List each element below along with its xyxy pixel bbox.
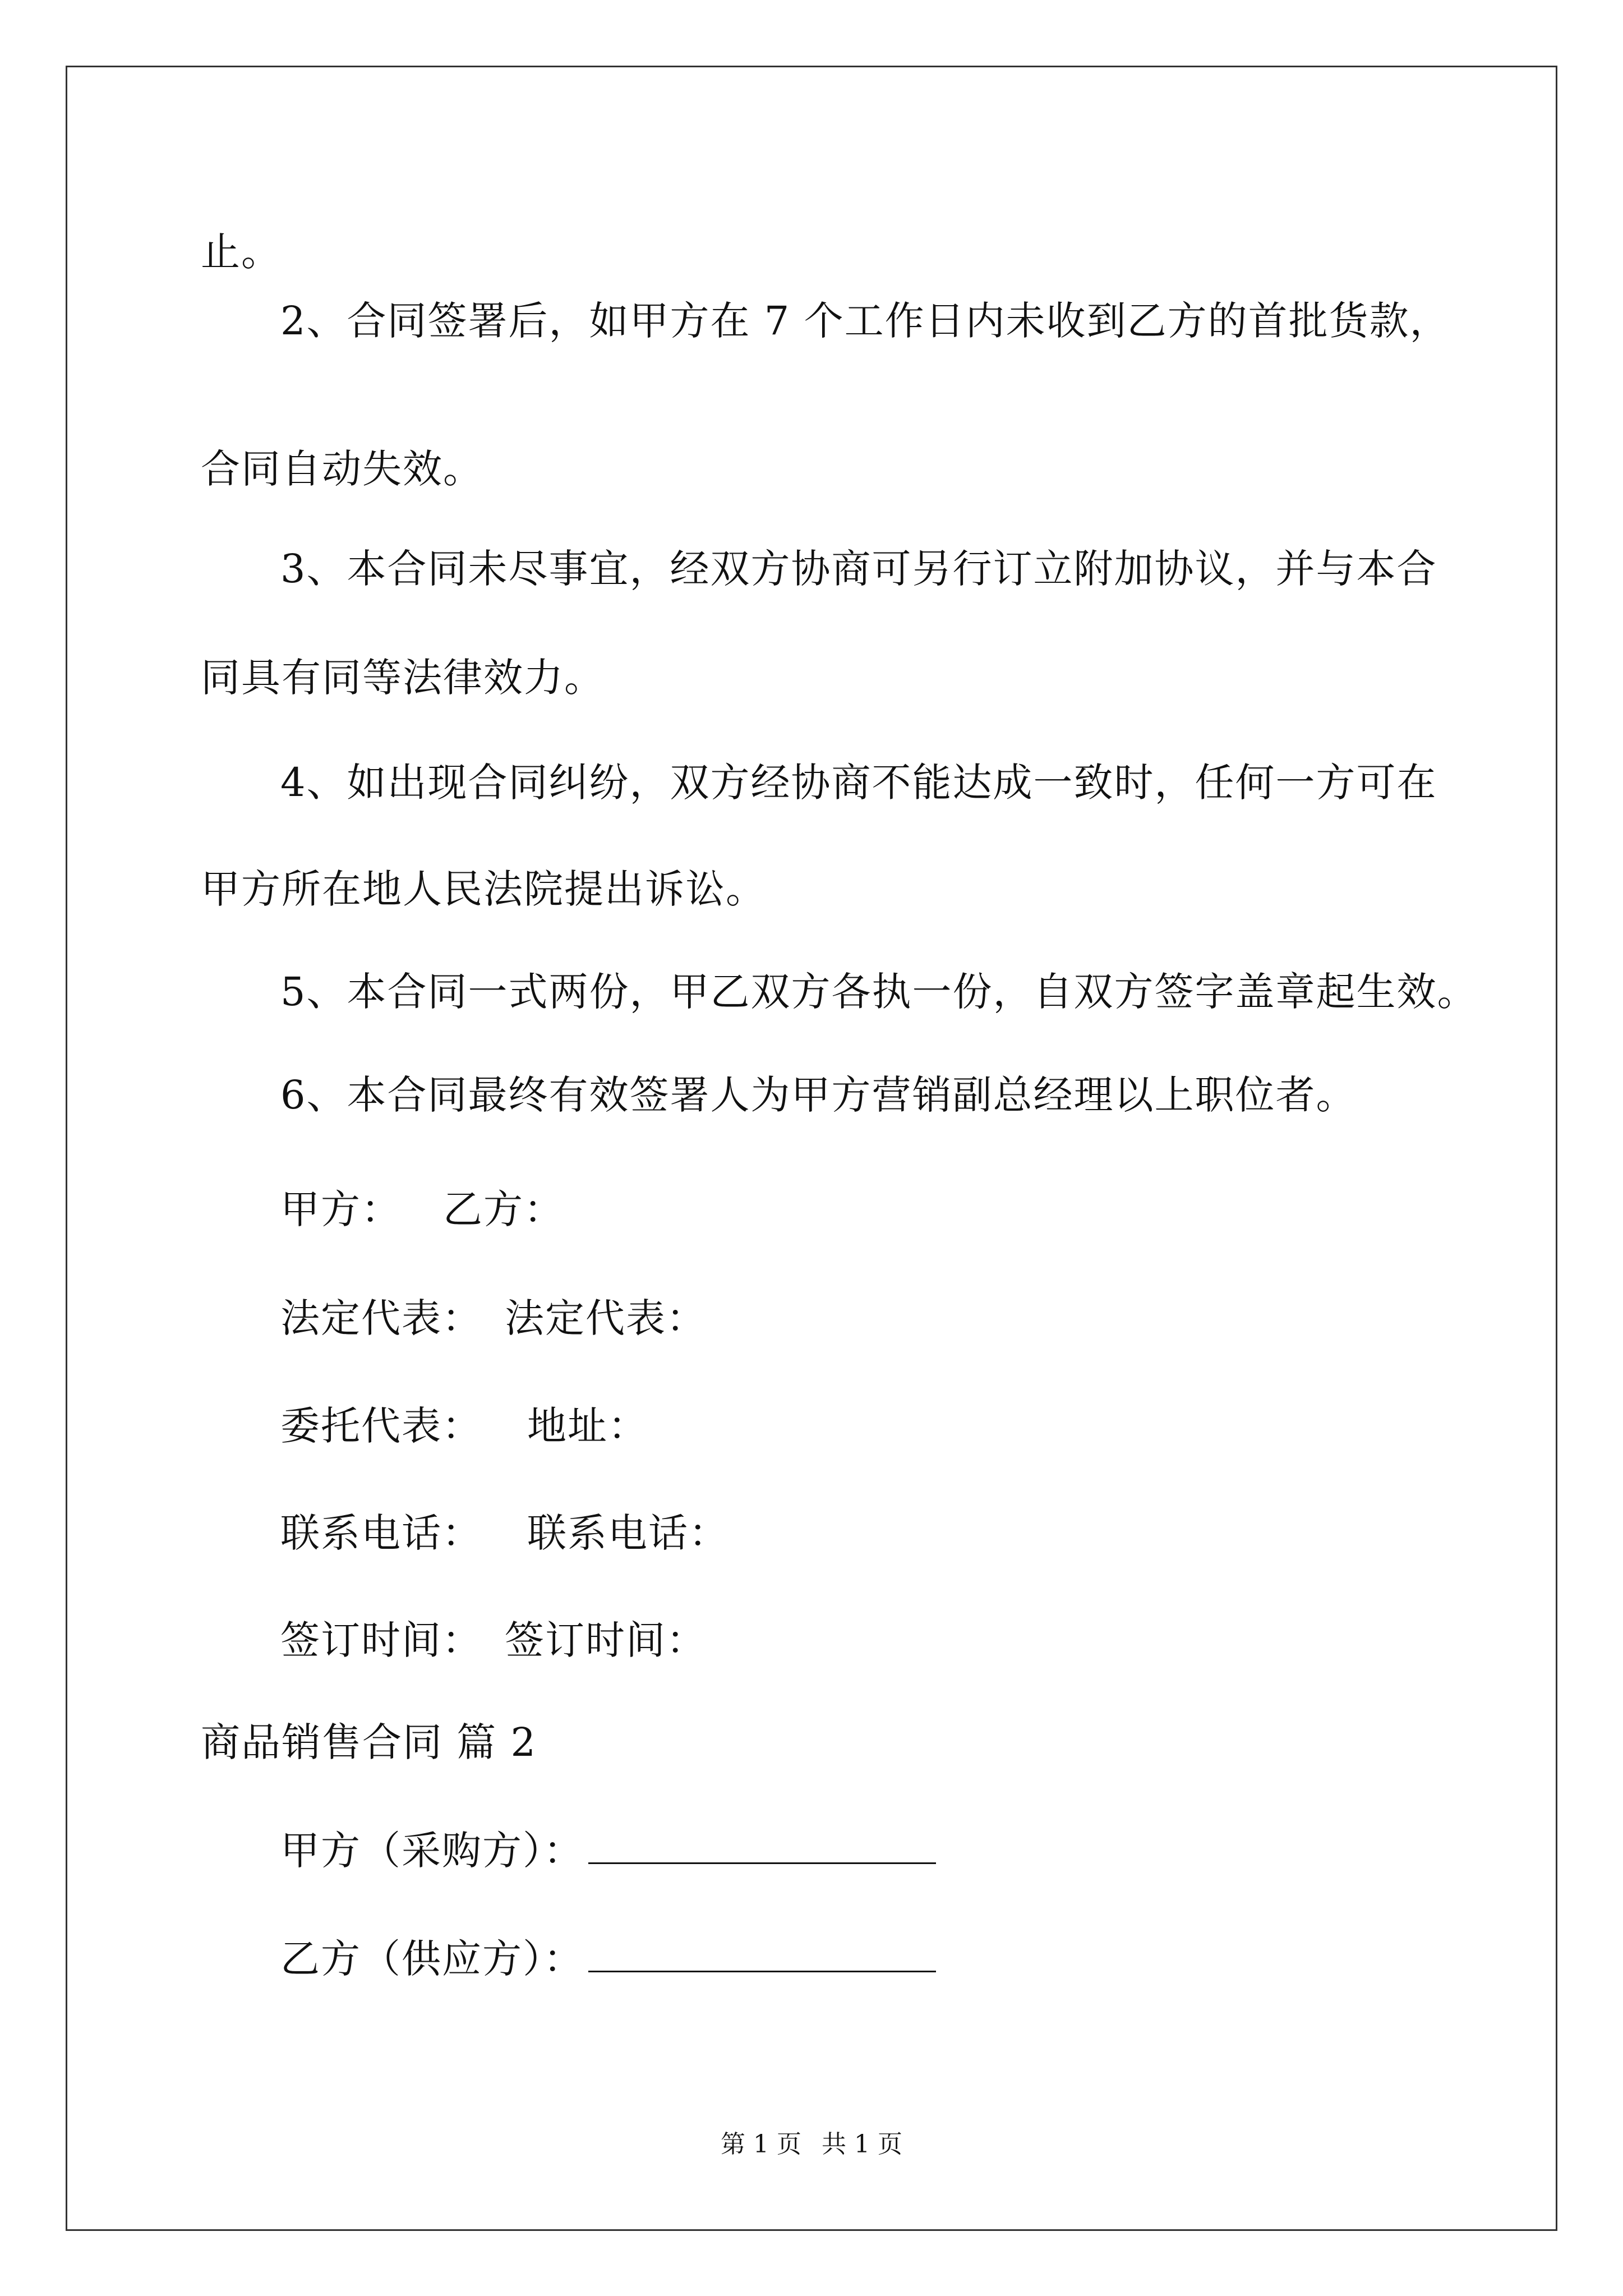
paragraph-line: 同具有同等法律效力。 bbox=[201, 655, 605, 701]
signature-row bbox=[280, 1615, 707, 1665]
buyer-blank-line[interactable] bbox=[588, 1823, 936, 1864]
signature-label-party-a: 联系电话： bbox=[280, 1510, 482, 1556]
form-field-row bbox=[280, 1823, 936, 1876]
signature-row bbox=[280, 1293, 707, 1343]
signature-row bbox=[280, 1401, 648, 1451]
signature-row bbox=[280, 1184, 564, 1235]
clause-4: 4、如出现合同纠纷，双方经协商不能达成一致时，任何一方可在 bbox=[280, 760, 1437, 806]
section-title: 商品销售合同 篇 2 bbox=[201, 1719, 537, 1765]
page-border bbox=[66, 66, 1557, 2231]
signature-label-party-a: 签订时间： bbox=[280, 1617, 482, 1663]
signature-label-party-a: 法定代表： bbox=[280, 1295, 482, 1341]
signature-label-party-b: 乙方： bbox=[443, 1186, 564, 1232]
signature-label-party-a: 甲方： bbox=[280, 1186, 402, 1232]
clause-2: 2、合同签署后，如甲方在 7 个工作日内未收到乙方的首批货款， bbox=[280, 298, 1450, 344]
signature-row bbox=[280, 1508, 729, 1558]
signature-label-party-b: 地址： bbox=[527, 1403, 648, 1449]
page-number: 第 1 页 bbox=[721, 2130, 801, 2159]
field-label-buyer: 甲方（采购方）： bbox=[280, 1828, 584, 1874]
clause-6: 6、本合同最终有效签署人为甲方营销副总经理以上职位者。 bbox=[280, 1072, 1357, 1118]
clause-3: 3、本合同未尽事宜，经双方协商可另行订立附加协议，并与本合 bbox=[280, 546, 1437, 592]
field-label-supplier: 乙方（供应方）： bbox=[280, 1936, 584, 1982]
form-field-row bbox=[280, 1931, 936, 1984]
signature-label-party-b: 签订时间： bbox=[505, 1617, 707, 1663]
clause-5: 5、本合同一式两份，甲乙双方各执一份，自双方签字盖章起生效。 bbox=[280, 969, 1478, 1015]
paragraph-line: 甲方所在地人民法院提出诉讼。 bbox=[201, 866, 766, 912]
signature-label-party-b: 联系电话： bbox=[527, 1510, 729, 1556]
paragraph-line: 合同自动失效。 bbox=[201, 446, 483, 492]
supplier-blank-line[interactable] bbox=[588, 1931, 936, 1972]
signature-label-party-a: 委托代表： bbox=[280, 1403, 482, 1449]
page-footer bbox=[0, 2128, 1623, 2161]
signature-label-party-b: 法定代表： bbox=[505, 1295, 707, 1341]
paragraph-line: 止。 bbox=[201, 229, 282, 275]
page-total: 共 1 页 bbox=[822, 2130, 902, 2159]
